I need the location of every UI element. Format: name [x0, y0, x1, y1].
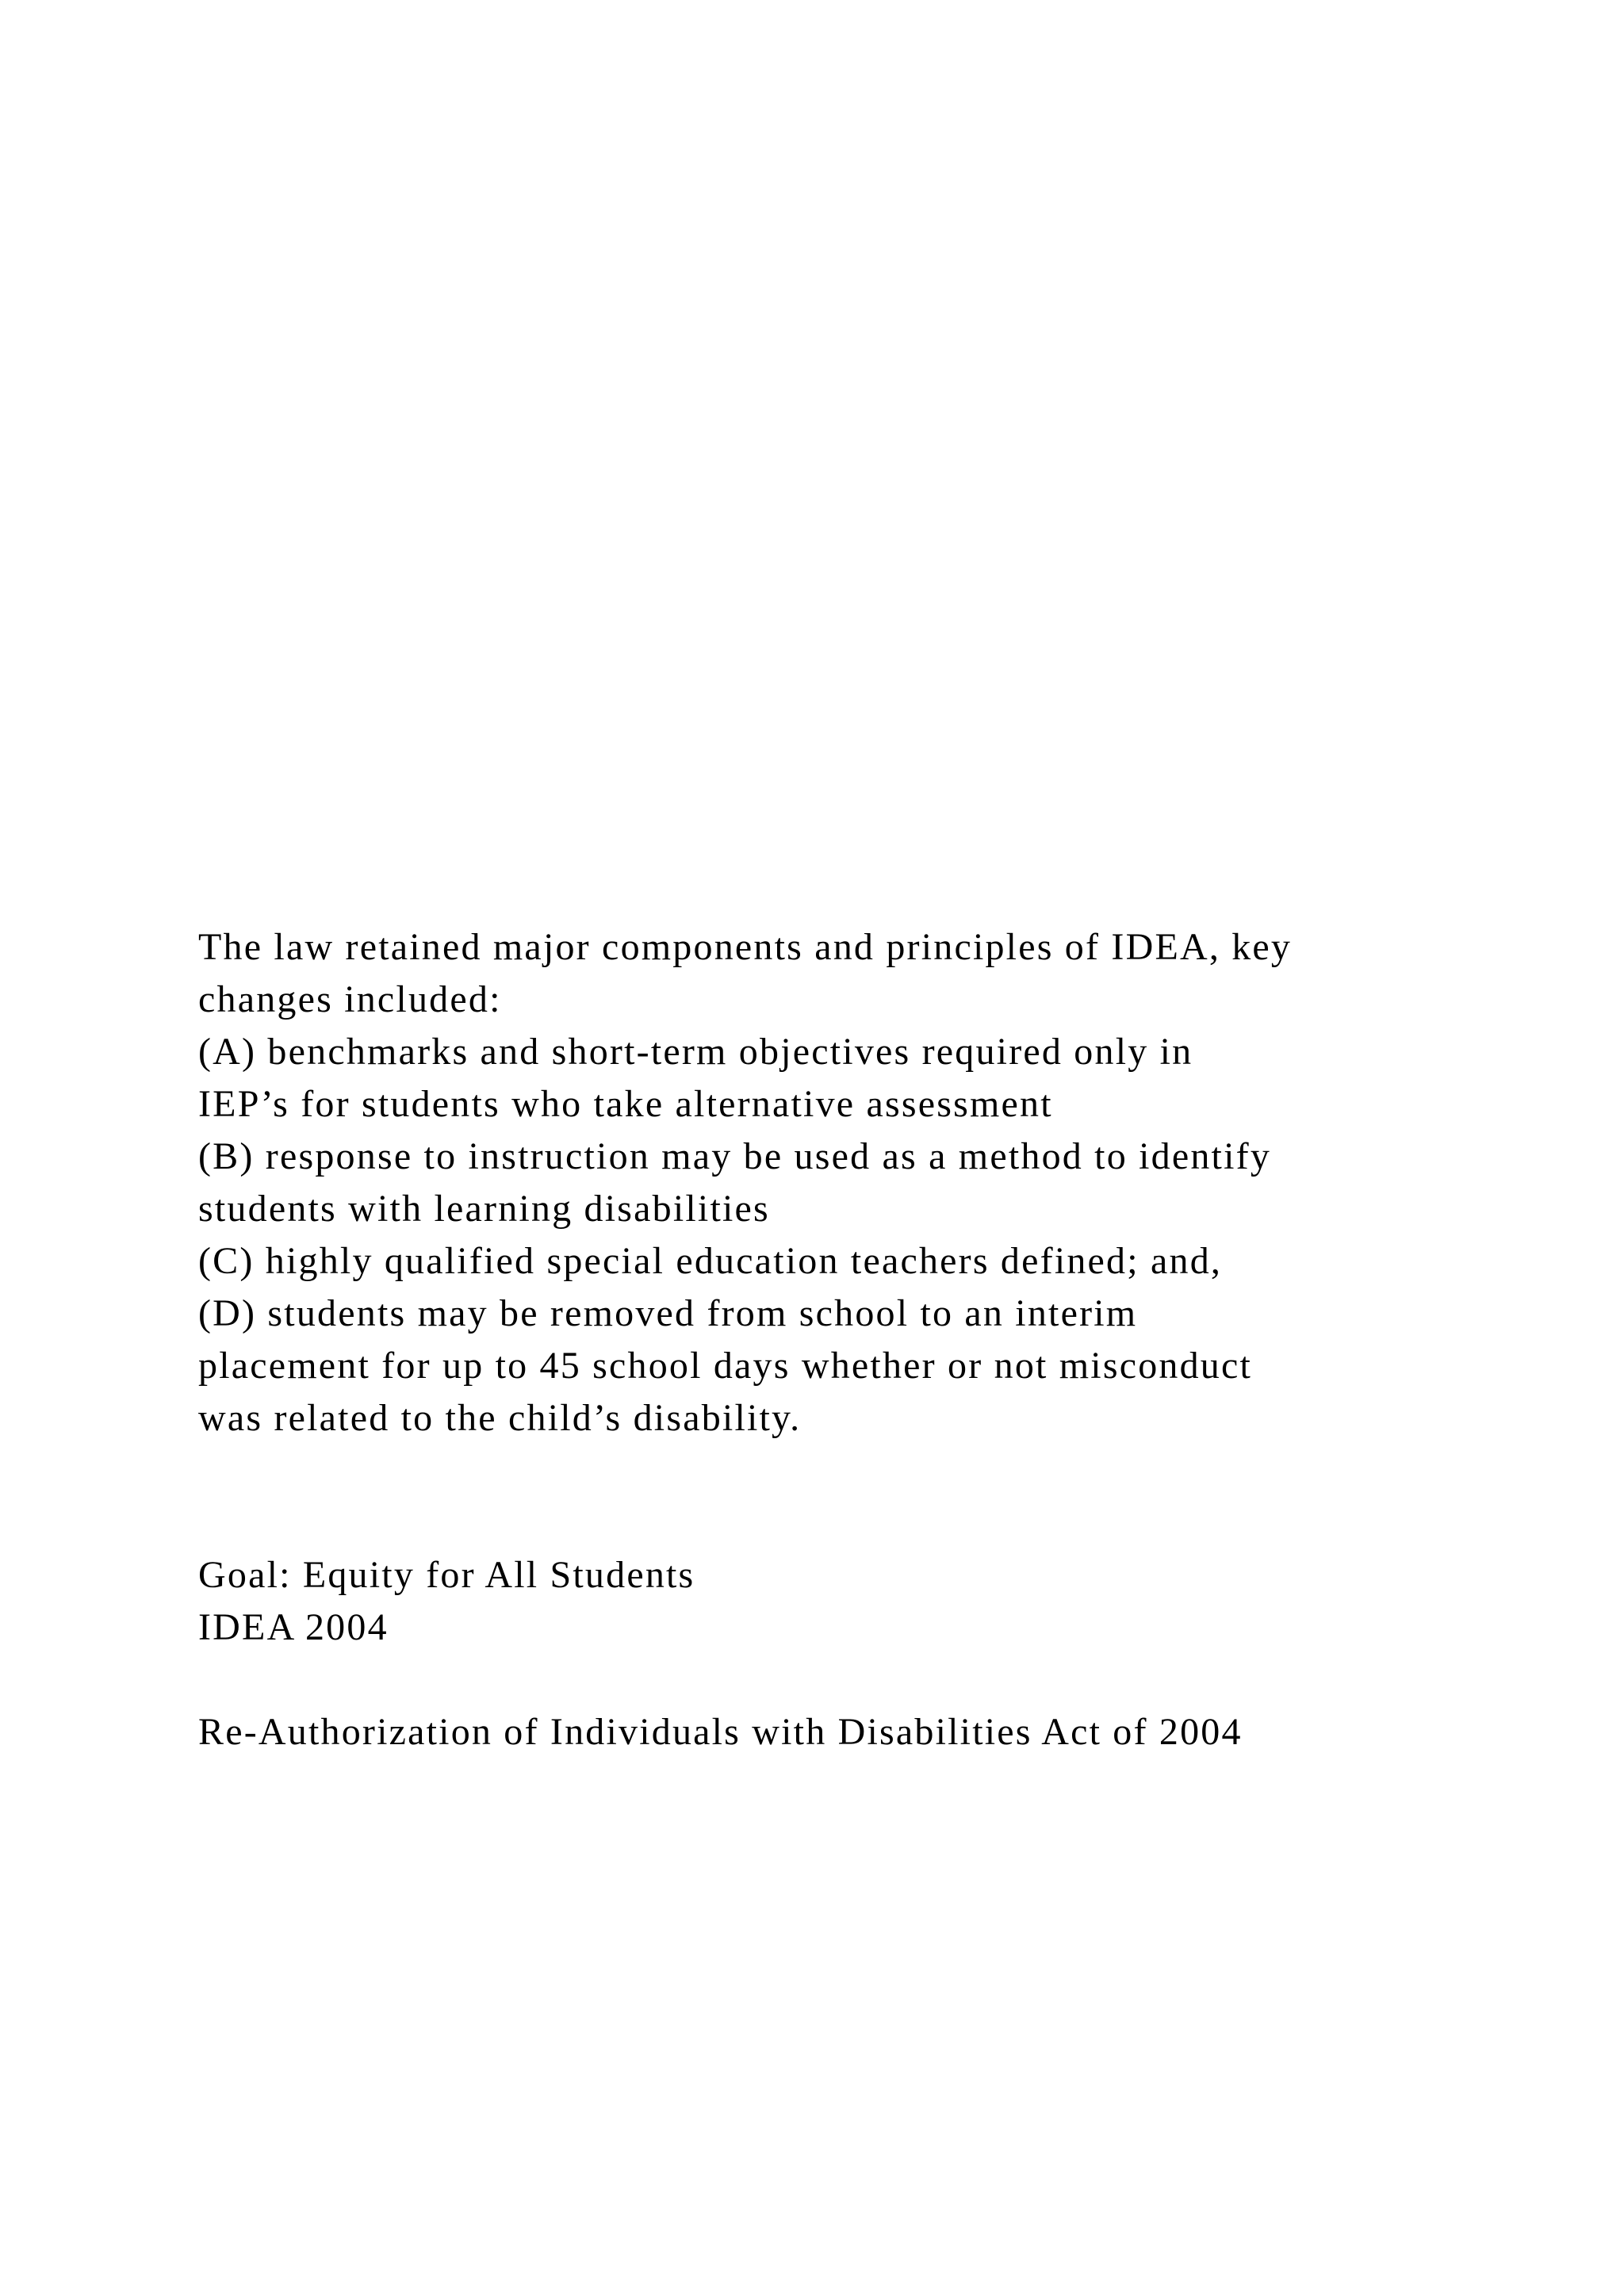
list-item-d-line: placement for up to 45 school days whether or not misconduct: [198, 1345, 1253, 1387]
goal-heading: Goal: Equity for All Students: [198, 1554, 695, 1596]
section-title: IDEA 2004: [198, 1606, 389, 1648]
list-item-d-line: (D) students may be removed from school to an interim: [198, 1292, 1138, 1334]
paragraph-line: changes included:: [198, 978, 502, 1020]
paragraph-line: The law retained major components and principles of IDEA, key: [198, 926, 1293, 968]
list-item-a-line: (A) benchmarks and short-term objectives required only in: [198, 1031, 1193, 1073]
list-item-a-line: IEP’s for students who take alternative assessment: [198, 1083, 1053, 1125]
list-item-c-line: (C) highly qualified special education teachers defined; and,: [198, 1240, 1223, 1282]
list-item-b-line: students with learning disabilities: [198, 1188, 770, 1230]
document-body: [198, 921, 1594, 1758]
list-item-b-line: (B) response to instruction may be used as a method to identify: [198, 1135, 1272, 1177]
list-item-d-line: was related to the child’s disability.: [198, 1397, 802, 1439]
act-title: Re-Authorization of Individuals with Disabilities Act of 2004: [198, 1711, 1243, 1753]
blank-line: [198, 1497, 1594, 1549]
blank-line: [198, 1654, 1594, 1706]
blank-line: [198, 1445, 1594, 1497]
